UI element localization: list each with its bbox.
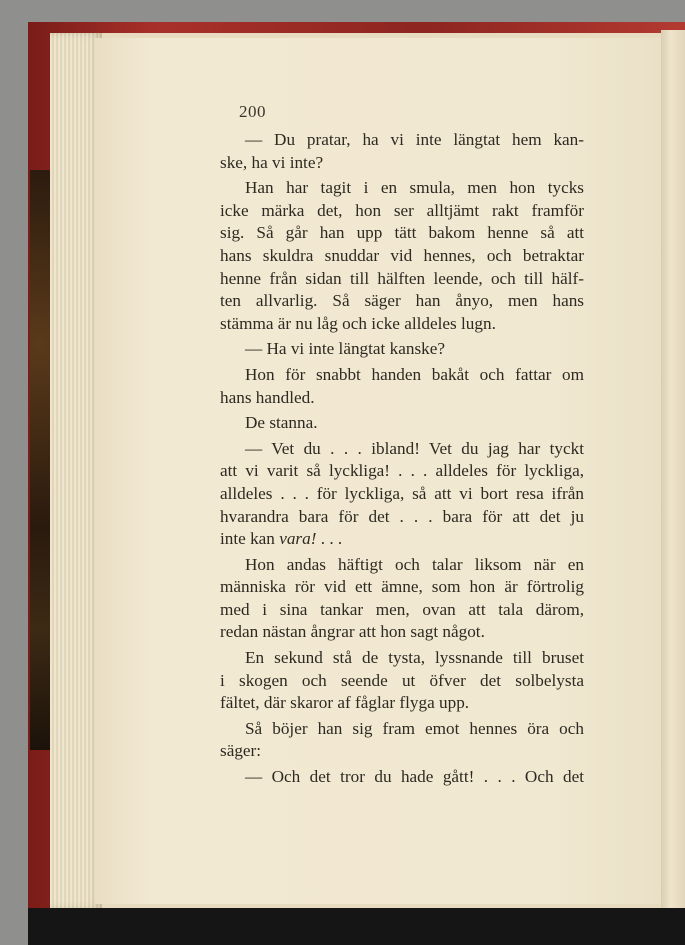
text-line: — Ha vi inte längtat kanske? (245, 339, 445, 359)
text-line: Så böjer han sig fram emot hennes öra och (245, 718, 584, 738)
text-line: — Du pratar, ha vi inte längtat hem kan- (245, 130, 584, 149)
text-fragment: inte kan (220, 529, 280, 549)
text-line: ten allvarlig. Så säger han ånyo, men hans (220, 291, 584, 311)
text-line: — Och det tror du hade gått! . . . Och det (245, 767, 584, 787)
paragraph (220, 718, 584, 763)
text-line: Hon för snabbt handen bakåt och fattar om (245, 364, 584, 384)
text-line: Han har tagit i en smula, men hon tycks (245, 178, 584, 198)
text-line: Hon andas häftigt och talar liksom när en (245, 554, 584, 574)
paragraph (220, 412, 584, 435)
paragraph (220, 438, 584, 551)
text-line: hvarandra bara för det . . . bara för att det ju (220, 506, 584, 526)
text-line: hans handled. (220, 387, 315, 407)
paragraph (220, 338, 584, 361)
text-line: ske, ha vi inte? (220, 152, 324, 172)
paragraph (220, 647, 584, 715)
text-line: — Vet du . . . ibland! Vet du jag har tyckt (245, 438, 584, 458)
text-line: med i sina tankar men, ovan att tala därom, (220, 599, 584, 619)
text-line: sig. Så går han upp tätt bakom henne så att (220, 223, 584, 243)
text-line: redan nästan ångrar att hon sagt något. (220, 622, 485, 642)
text-line: icke märka det, hon ser alltjämt rakt framför (220, 200, 584, 220)
text-line: henne från sidan till hälften leende, och till hälf- (220, 268, 584, 288)
text-line: stämma är nu låg och icke alldeles lugn. (220, 313, 496, 333)
paragraph (220, 364, 584, 409)
text-line: att vi varit så lyckliga! . . . alldeles för lyckliga, (220, 461, 584, 481)
page-text (220, 129, 584, 792)
background-shadow (28, 908, 685, 945)
paragraph (220, 554, 584, 644)
text-line: hans skuldra snuddar vid hennes, och betraktar (220, 245, 584, 265)
text-line: människa rör vid ett ämne, som hon är förtrolig (220, 577, 584, 597)
paragraph (220, 129, 584, 174)
text-line: säger: (220, 741, 262, 761)
text-line (220, 528, 584, 551)
text-line: De stanna. (245, 413, 318, 433)
paragraph (220, 177, 584, 335)
text-line: fältet, där skaror af fåglar flyga upp. (220, 693, 470, 713)
paragraph (220, 766, 584, 789)
text-line: En sekund stå de tysta, lyssnande till bruset (245, 648, 584, 668)
marbled-endpaper (30, 170, 52, 750)
facing-page-edge (661, 30, 685, 915)
page-number: 200 (239, 102, 266, 121)
text-line: i skogen och seende ut öfver det solbelysta (220, 670, 584, 690)
text-fragment: . . . (316, 529, 343, 549)
italic-emphasis: vara! (279, 529, 317, 549)
text-line: alldeles . . . för lyckliga, så att vi bort resa ifrån (220, 483, 584, 503)
